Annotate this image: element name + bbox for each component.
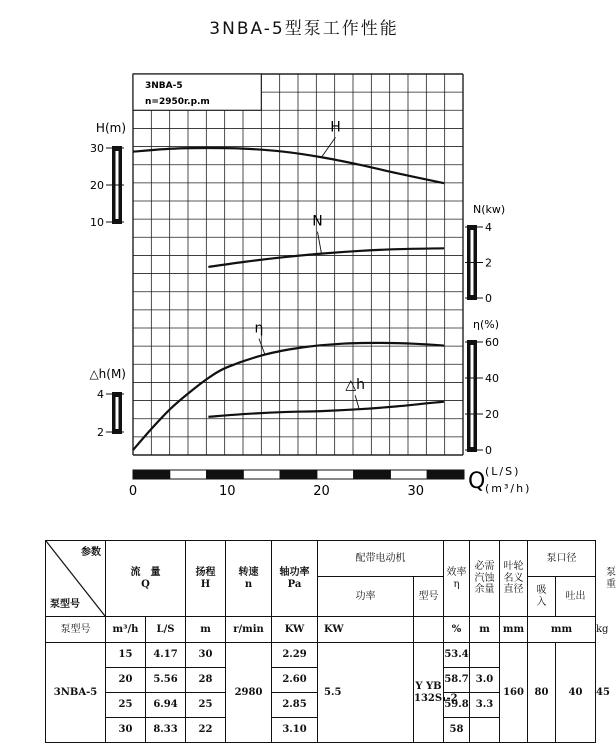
x-scale-segment <box>280 470 317 479</box>
axis-title-eta: η(%) <box>473 318 500 331</box>
pump-model-label: 泵型号 <box>50 598 80 610</box>
cell-q-m3h: 20 <box>106 668 146 693</box>
unit-shaft-power: KW <box>272 617 318 643</box>
x-scale-segment <box>170 470 207 479</box>
series-line-dh <box>208 402 444 417</box>
x-tick-label: 20 <box>313 484 330 499</box>
unit-impeller: mm <box>500 617 528 643</box>
cell-efficiency: 58 <box>444 718 470 743</box>
axis-tick-label-N: 0 <box>485 292 492 305</box>
series-leader-dh <box>355 395 359 409</box>
x-axis-unit-ls: (L/S) <box>485 465 521 478</box>
model-cell: 3NBA-5 <box>46 643 106 743</box>
cell-shaft-power: 2.85 <box>272 693 318 718</box>
table-row: 3NBA-5 15 4.17 30 2980 2.29 5.5 Y YB 132S₁-2 53.4 160 80 40 45 <box>46 643 596 668</box>
x-scale-segment <box>317 470 354 479</box>
unit-head: m <box>186 617 226 643</box>
impeller-cell: 160 <box>500 643 528 743</box>
x-scale-segment <box>207 470 244 479</box>
cell-npsh: 3.0 <box>470 668 500 693</box>
motor-power-cell: 5.5 <box>318 643 414 743</box>
cell-q-ls: 5.56 <box>146 668 186 693</box>
axis-tick-label-dh: 2 <box>97 426 104 439</box>
series-line-N <box>208 248 444 267</box>
series-leader-eta <box>259 339 265 355</box>
unit-speed: r/min <box>226 617 272 643</box>
cell-q-m3h: 15 <box>106 643 146 668</box>
unit-flow-ls: L/S <box>146 617 186 643</box>
cell-head: 25 <box>186 693 226 718</box>
unit-efficiency: % <box>444 617 470 643</box>
impeller-header: 叶轮名义直径 <box>500 541 528 617</box>
unit-port: mm <box>528 617 596 643</box>
pump-model-unit-label: 泵型号 <box>46 617 106 643</box>
shaft-power-header: 轴功率 Pa <box>272 541 318 617</box>
x-tick-label: 30 <box>407 484 425 499</box>
speed-cell: 2980 <box>226 643 272 743</box>
x-scale-segment <box>354 470 391 479</box>
axis-tick-label-eta: 40 <box>485 372 499 385</box>
x-scale-segment <box>390 470 427 479</box>
port-header: 泵口径 <box>528 541 596 577</box>
x-tick-label: 0 <box>128 484 138 499</box>
cell-npsh-empty <box>470 718 500 743</box>
suction-header: 吸入 <box>528 577 556 617</box>
motor-model-cell: Y YB 132S₁-2 <box>414 643 444 743</box>
axis-tick-label-eta: 60 <box>485 336 499 349</box>
cell-efficiency: 59.8 <box>444 693 470 718</box>
param-label: 参数 <box>81 547 101 558</box>
axis-tick-label-H: 10 <box>90 216 104 229</box>
series-label-eta: η <box>254 320 264 337</box>
cell-shaft-power: 2.60 <box>272 668 318 693</box>
cell-q-ls: 6.94 <box>146 693 186 718</box>
unit-motor-power: KW <box>318 617 414 643</box>
discharge-header: 吐出 <box>556 577 596 617</box>
suction-cell: 80 <box>528 643 556 743</box>
cell-q-m3h: 30 <box>106 718 146 743</box>
series-label-H: H <box>330 119 341 136</box>
unit-npsh: m <box>470 617 500 643</box>
cell-efficiency: 53.4 <box>444 643 470 668</box>
axis-title-N: N(kw) <box>473 203 506 216</box>
flow-header: 流 量 Q <box>106 541 186 617</box>
cell-head: 22 <box>186 718 226 743</box>
unit-motor-model-blank <box>414 617 444 643</box>
info-box-speed: n=2950r.p.m <box>145 97 210 107</box>
unit-flow-m3h: m³/h <box>106 617 146 643</box>
axis-tick-label-eta: 0 <box>485 444 492 457</box>
cell-npsh: 3.3 <box>470 693 500 718</box>
speed-header: 转速 n <box>226 541 272 617</box>
cell-q-ls: 8.33 <box>146 718 186 743</box>
discharge-cell: 40 <box>556 643 596 743</box>
axis-tick-label-N: 4 <box>485 221 492 234</box>
cell-head: 28 <box>186 668 226 693</box>
cell-efficiency: 58.7 <box>444 668 470 693</box>
x-scale-segment <box>243 470 280 479</box>
info-box-model: 3NBA-5 <box>145 81 183 91</box>
axis-title-dh: △h(M) <box>89 367 126 381</box>
series-line-H <box>133 148 444 183</box>
x-scale-segment <box>133 470 170 479</box>
series-line-eta <box>133 343 444 450</box>
series-label-dh: △h <box>345 377 366 394</box>
x-axis-unit-m3h: (m³/h) <box>485 482 532 495</box>
axis-tick-label-N: 2 <box>485 256 492 270</box>
table-corner-cell <box>46 541 106 617</box>
npsh-header: 必需汽蚀余量 <box>470 541 500 617</box>
axis-tick-label-H: 20 <box>90 179 104 192</box>
cell-npsh-empty <box>470 643 500 668</box>
cell-q-m3h: 25 <box>106 693 146 718</box>
efficiency-header: 效率 η <box>444 541 470 617</box>
page-title: 3NBA-5型泵工作性能 <box>209 19 399 39</box>
motor-power-header: 功率 <box>318 577 414 617</box>
series-label-N: N <box>312 213 323 230</box>
motor-model-header: 型号 <box>414 577 444 617</box>
x-axis-label: Q <box>468 469 486 494</box>
axis-bar-inner-dh <box>116 397 119 429</box>
axis-tick-label-H: 30 <box>90 142 104 155</box>
performance-table: 参数 泵型号 流 量 Q 扬程 H 转速 n 轴功率 Pa 配带电动机 效率 η 必需汽蚀余量 叶轮名义直径 泵口径 泵重 功率 型号 吸入 吐出 泵型号 m³/h L/S m r/min KW KW % m mm mm kg 3NBA-5 15 4.17 30 2980 2.29 5.5 Y YB 132S₁-2 53.4 160 80 40 45 20 5.56 28 2.60 58.7 3.0 25 6.94 25 2.85 59.8 3.3 30 8.33 22 3.10 58 <box>45 540 596 743</box>
x-scale-segment <box>427 470 464 479</box>
axis-title-H: H(m) <box>95 121 126 135</box>
cell-shaft-power: 3.10 <box>272 718 318 743</box>
x-tick-label: 10 <box>218 484 236 499</box>
axis-bar-inner-eta <box>471 345 474 447</box>
axis-tick-label-dh: 4 <box>97 388 104 401</box>
axis-tick-label-eta: 20 <box>485 408 499 421</box>
motor-header: 配带电动机 <box>318 541 444 577</box>
cell-head: 30 <box>186 643 226 668</box>
cell-q-ls: 4.17 <box>146 643 186 668</box>
head-header: 扬程 H <box>186 541 226 617</box>
series-leader-N <box>317 232 321 254</box>
cell-shaft-power: 2.29 <box>272 643 318 668</box>
series-leader-H <box>321 137 335 157</box>
